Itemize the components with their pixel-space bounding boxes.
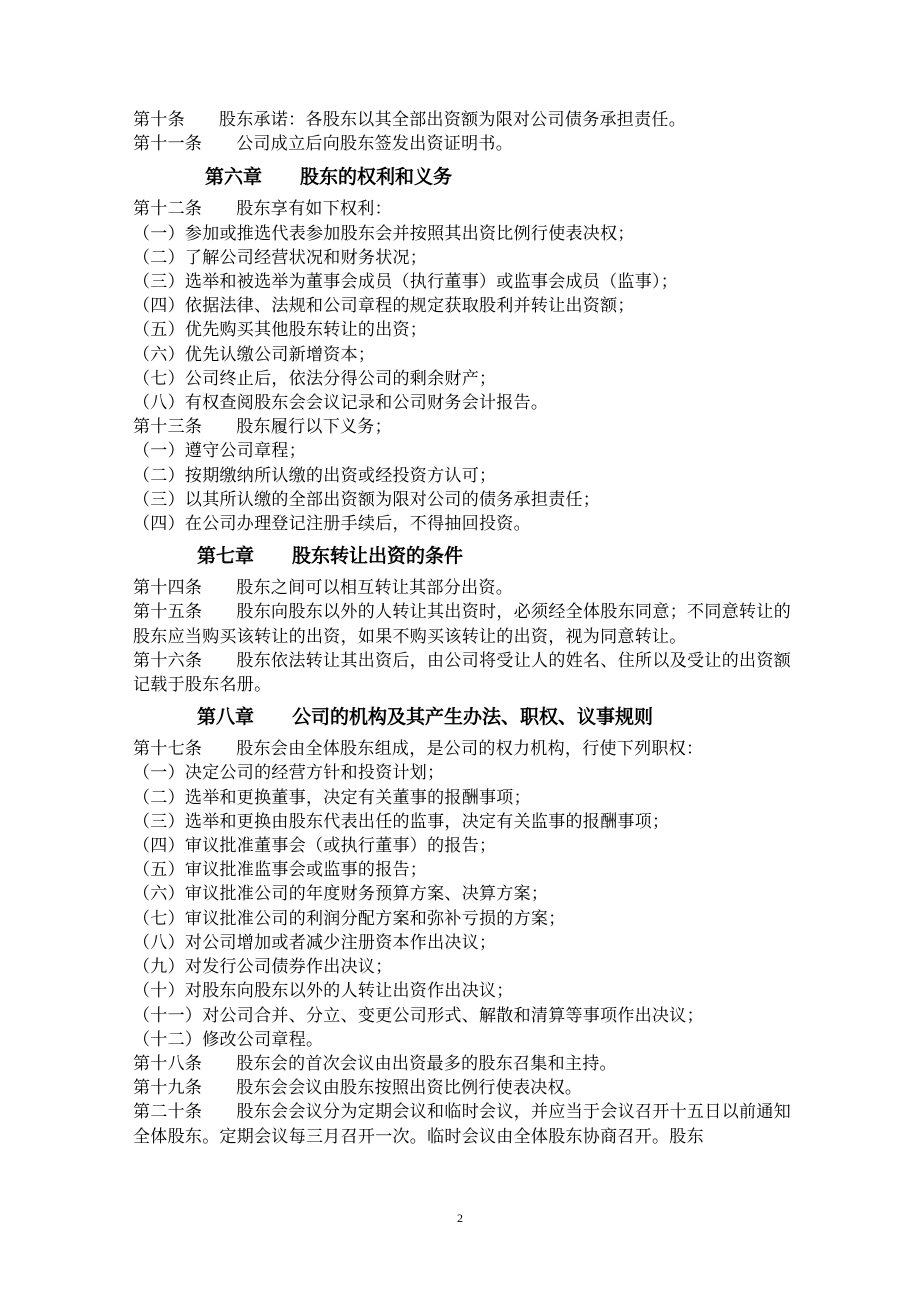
- article-10: [133, 108, 791, 132]
- list-item: （四）审议批准董事会（或执行董事）的报告；: [133, 836, 497, 857]
- list-item: （五）审议批准监事会或监事的报告；: [133, 860, 428, 881]
- list-item: （四）依据法律、法规和公司章程的规定获取股利并转让出资额；: [133, 296, 635, 317]
- list-item: （四）在公司办理登记注册手续后，不得抽回投资。: [133, 514, 531, 535]
- list-item: （五）优先购买其他股东转让的出资；: [133, 320, 428, 341]
- article-16: [133, 649, 791, 697]
- chapter-8-heading: [133, 705, 791, 729]
- list-item: （十）对股东向股东以外的人转让出资作出决议；: [133, 981, 514, 1002]
- article-13: [133, 415, 791, 439]
- article-text: 股东会会议分为定期会议和临时会议，并应当于会议召开十五日以前通知全体股东。定期会议每三月召开一次。临时会议由全体股东协商召开。股东: [133, 1102, 791, 1147]
- article-label: 第十五条: [133, 602, 203, 623]
- list-item: （十二）修改公司章程。: [133, 1029, 324, 1050]
- article-label: 第十三条: [133, 417, 203, 438]
- article-text: 公司成立后向股东签发出资证明书。: [236, 134, 514, 155]
- page-number: 2: [457, 1211, 463, 1225]
- list-item: （七）审议批准公司的利润分配方案和弥补亏损的方案；: [133, 908, 566, 929]
- article-text: 股东会由全体股东组成，是公司的权力机构，行使下列职权：: [236, 739, 704, 760]
- article-text: 股东会的首次会议由出资最多的股东召集和主持。: [236, 1053, 617, 1074]
- chapter-number: 第八章: [197, 706, 255, 729]
- article-label: 第十条: [133, 110, 185, 130]
- list-item: （八）对公司增加或者减少注册资本作出决议；: [133, 932, 497, 953]
- article-text: 股东向股东以外的人转让其出资时，必须经全体股东同意；不同意转让的股东应当购买该转让的出资，如果不购买该转让的出资，视为同意转让。: [133, 602, 791, 647]
- chapter-number: 第六章: [205, 166, 263, 189]
- chapter-title: 股东的权利和义务: [300, 166, 453, 189]
- list-item: （一）遵守公司章程；: [133, 441, 306, 462]
- chapter-number: 第七章: [197, 545, 255, 568]
- list-item: （三）以其所认缴的全部出资额为限对公司的债务承担责任；: [133, 489, 601, 510]
- list-item: （六）优先认缴公司新增资本；: [133, 344, 376, 365]
- article-label: 第十四条: [133, 578, 203, 599]
- article-15: [133, 600, 791, 648]
- article-14: [133, 576, 791, 600]
- list-item: （三）选举和被选举为董事会成员（执行董事）或监事会成员（监事）；: [133, 272, 679, 293]
- article-label: 第二十条: [133, 1102, 203, 1123]
- chapter-title: 公司的机构及其产生办法、职权、议事规则: [292, 706, 654, 729]
- list-item: （二）按期缴纳所认缴的出资或经投资方认可；: [133, 465, 497, 486]
- article-label: 第十一条: [133, 134, 203, 155]
- list-item: （二）了解公司经营状况和财务状况；: [133, 247, 428, 268]
- article-text: 股东之间可以相互转让其部分出资。: [236, 578, 514, 599]
- chapter-6-heading: [133, 165, 791, 189]
- list-item: （一）决定公司的经营方针和投资计划；: [133, 763, 445, 784]
- list-item: （三）选举和更换由股东代表出任的监事，决定有关监事的报酬事项；: [133, 811, 670, 832]
- list-item: （七）公司终止后，依法分得公司的剩余财产；: [133, 368, 497, 389]
- list-item: （一）参加或推选代表参加股东会并按照其出资比例行使表决权；: [133, 223, 635, 244]
- list-item: （二）选举和更换董事，决定有关董事的报酬事项；: [133, 787, 531, 808]
- article-12: [133, 197, 791, 221]
- article-text: 股东享有如下权利：: [236, 199, 392, 220]
- chapter-7-heading: [133, 544, 791, 568]
- article-text: 股东承诺：各股东以其全部出资额为限对公司债务承担责任。: [218, 110, 687, 130]
- list-item: （十一）对公司合并、分立、变更公司形式、解散和清算等事项作出决议；: [133, 1005, 704, 1026]
- list-item: （八）有权查阅股东会会议记录和公司财务会计报告。: [133, 393, 549, 414]
- article-19: [133, 1076, 791, 1100]
- page-content: [133, 108, 791, 1149]
- article-label: 第十六条: [133, 650, 203, 671]
- article-text: 股东依法转让其出资后，由公司将受让人的姓名、住所以及受让的出资额记载于股东名册。: [133, 650, 791, 696]
- article-18: [133, 1052, 791, 1076]
- article-label: 第十七条: [133, 739, 203, 760]
- article-text: 股东履行以下义务；: [236, 417, 392, 438]
- chapter-title: 股东转让出资的条件: [292, 545, 464, 568]
- article-label: 第十八条: [133, 1053, 203, 1074]
- article-label: 第十二条: [133, 199, 203, 220]
- list-item: （九）对发行公司债券作出决议；: [133, 957, 393, 978]
- list-item: （六）审议批准公司的年度财务预算方案、决算方案；: [133, 884, 549, 905]
- article-text: 股东会会议由股东按照出资比例行使表决权。: [236, 1078, 583, 1099]
- article-label: 第十九条: [133, 1078, 203, 1099]
- article-11: [133, 132, 791, 156]
- article-20: [133, 1100, 791, 1148]
- article-17: [133, 737, 791, 761]
